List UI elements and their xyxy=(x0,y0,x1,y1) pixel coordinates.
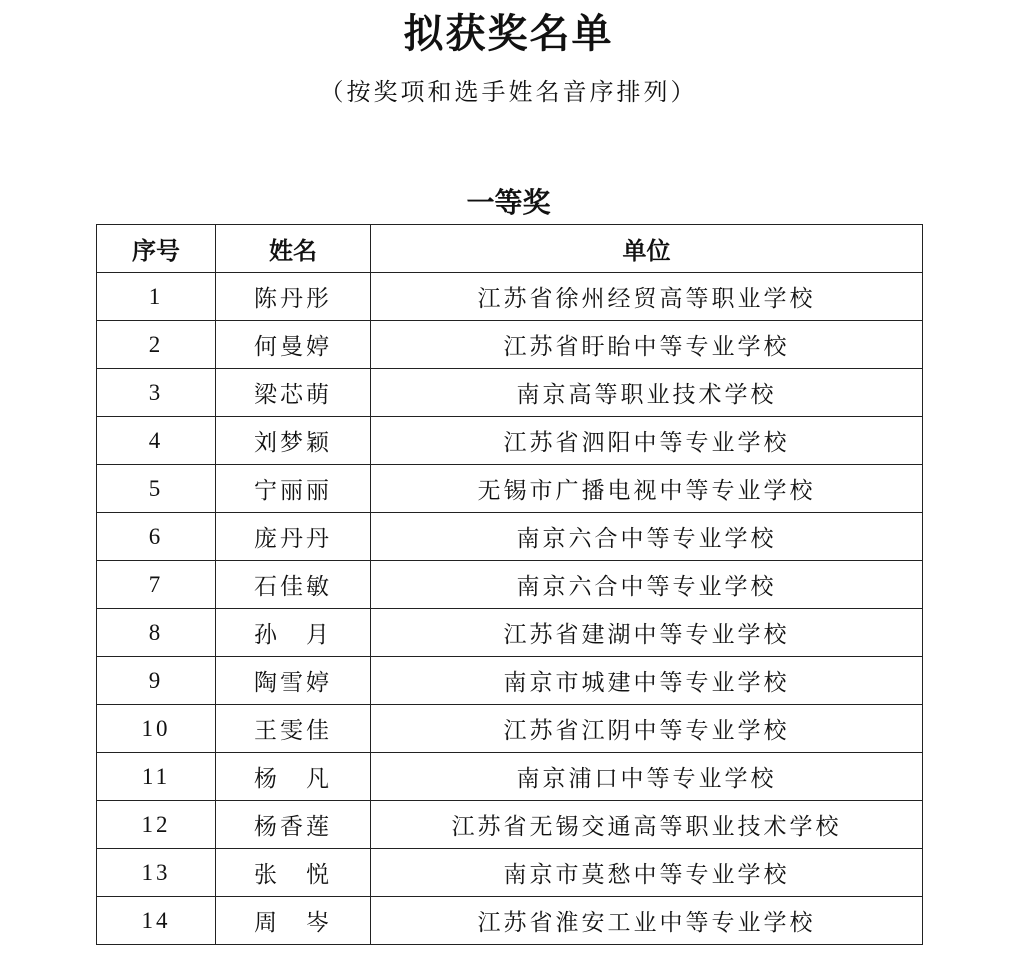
header-num: 序号 xyxy=(97,225,216,273)
cell-unit: 南京高等职业技术学校 xyxy=(371,369,923,417)
cell-num: 13 xyxy=(97,849,216,897)
table-row xyxy=(97,897,923,945)
cell-name: 杨香莲 xyxy=(216,801,371,849)
cell-unit: 南京市莫愁中等专业学校 xyxy=(371,849,923,897)
cell-name: 张 悦 xyxy=(216,849,371,897)
table-row xyxy=(97,321,923,369)
table-row xyxy=(97,273,923,321)
cell-name: 杨 凡 xyxy=(216,753,371,801)
cell-name: 刘梦颖 xyxy=(216,417,371,465)
table-row xyxy=(97,561,923,609)
award-table xyxy=(96,224,923,945)
cell-num: 11 xyxy=(97,753,216,801)
cell-name: 石佳敏 xyxy=(216,561,371,609)
table-row xyxy=(97,369,923,417)
table-body xyxy=(97,273,923,945)
cell-unit: 无锡市广播电视中等专业学校 xyxy=(371,465,923,513)
cell-num: 8 xyxy=(97,609,216,657)
cell-name: 何曼婷 xyxy=(216,321,371,369)
cell-unit: 南京市城建中等专业学校 xyxy=(371,657,923,705)
cell-num: 14 xyxy=(97,897,216,945)
cell-unit: 江苏省泗阳中等专业学校 xyxy=(371,417,923,465)
cell-unit: 江苏省建湖中等专业学校 xyxy=(371,609,923,657)
cell-num: 10 xyxy=(97,705,216,753)
cell-num: 4 xyxy=(97,417,216,465)
cell-name: 周 岑 xyxy=(216,897,371,945)
cell-unit: 南京浦口中等专业学校 xyxy=(371,753,923,801)
cell-num: 9 xyxy=(97,657,216,705)
table-row xyxy=(97,801,923,849)
section-title: 一等奖 xyxy=(466,186,551,219)
table-row xyxy=(97,609,923,657)
cell-num: 1 xyxy=(97,273,216,321)
page-subtitle: （按奖项和选手姓名音序排列） xyxy=(319,78,698,106)
cell-unit: 南京六合中等专业学校 xyxy=(371,561,923,609)
cell-num: 7 xyxy=(97,561,216,609)
cell-unit: 南京六合中等专业学校 xyxy=(371,513,923,561)
cell-num: 2 xyxy=(97,321,216,369)
table-row xyxy=(97,849,923,897)
cell-unit: 江苏省江阴中等专业学校 xyxy=(371,705,923,753)
table-row xyxy=(97,705,923,753)
table-row xyxy=(97,753,923,801)
cell-name: 孙 月 xyxy=(216,609,371,657)
table-row xyxy=(97,417,923,465)
cell-name: 梁芯萌 xyxy=(216,369,371,417)
cell-name: 陈丹彤 xyxy=(216,273,371,321)
page-title: 拟获奖名单 xyxy=(403,11,614,57)
cell-unit: 江苏省徐州经贸高等职业学校 xyxy=(371,273,923,321)
cell-name: 宁丽丽 xyxy=(216,465,371,513)
table-header-row xyxy=(97,225,923,273)
cell-name: 庞丹丹 xyxy=(216,513,371,561)
cell-num: 5 xyxy=(97,465,216,513)
cell-name: 王雯佳 xyxy=(216,705,371,753)
cell-num: 12 xyxy=(97,801,216,849)
cell-num: 3 xyxy=(97,369,216,417)
cell-num: 6 xyxy=(97,513,216,561)
cell-unit: 江苏省淮安工业中等专业学校 xyxy=(371,897,923,945)
header-unit: 单位 xyxy=(371,225,923,273)
cell-name: 陶雪婷 xyxy=(216,657,371,705)
cell-unit: 江苏省盱眙中等专业学校 xyxy=(371,321,923,369)
header-name: 姓名 xyxy=(216,225,371,273)
table-row xyxy=(97,513,923,561)
cell-unit: 江苏省无锡交通高等职业技术学校 xyxy=(371,801,923,849)
table-row xyxy=(97,657,923,705)
table-row xyxy=(97,465,923,513)
